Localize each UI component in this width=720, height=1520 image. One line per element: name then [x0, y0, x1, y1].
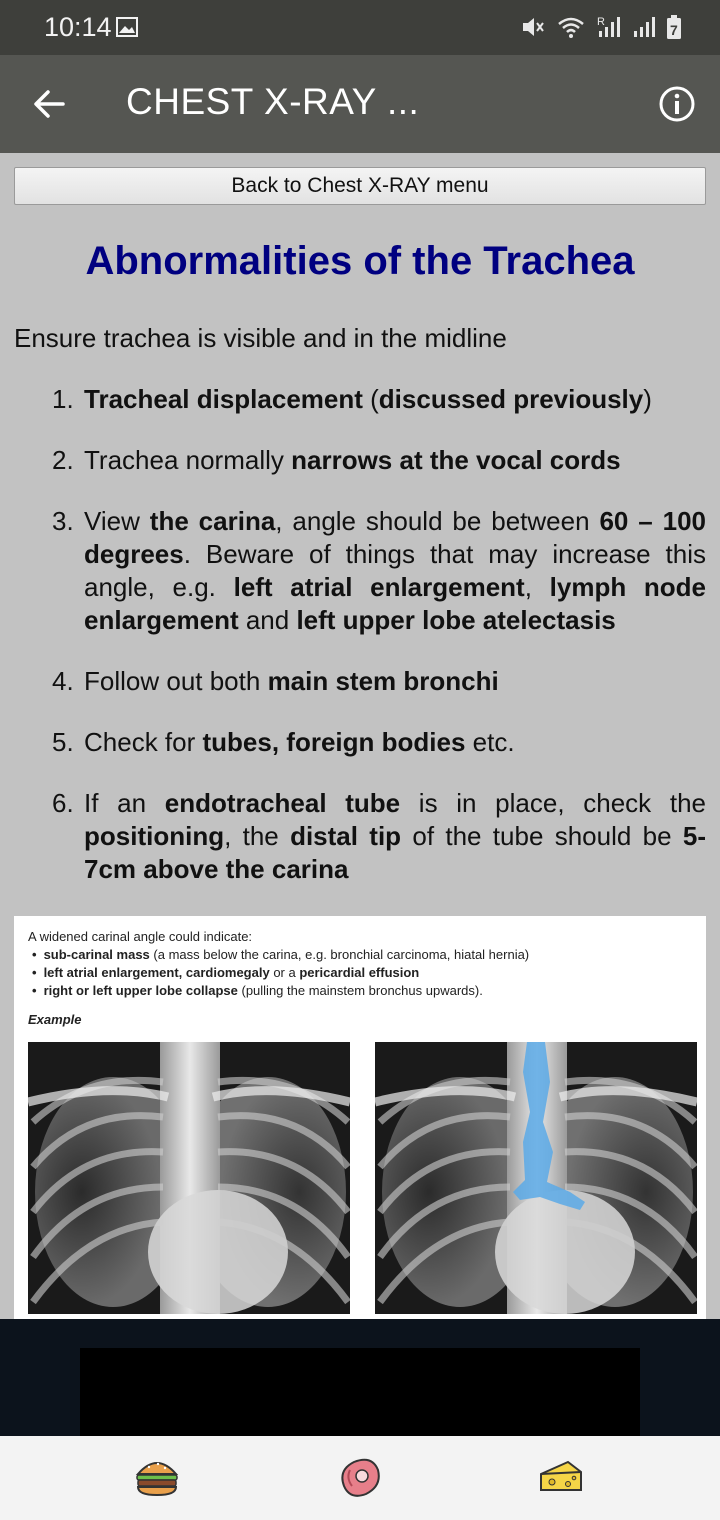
list-item-number: 6. [52, 788, 74, 818]
list-item-number: 3. [52, 506, 74, 536]
status-icons [520, 14, 682, 40]
intro-text: Ensure trachea is visible and in the midline [14, 323, 507, 353]
ad-area [0, 1319, 720, 1436]
signal-roaming-icon [596, 14, 622, 40]
chest-xray-highlighted-image [375, 1042, 697, 1314]
burger-icon[interactable] [134, 1456, 180, 1498]
figure-bullet: • right or left upper lobe collapse (pulling the mainstem bronchus upwards). [32, 982, 529, 1000]
example-label: Example [28, 1012, 82, 1027]
bottom-nav [0, 1436, 720, 1520]
status-time: 10:14 [44, 12, 112, 42]
list-item-number: 2. [52, 445, 74, 475]
app-title: CHEST X-RAY ... [126, 81, 420, 122]
list-item: 2. Trachea normally narrows at the vocal cords [52, 445, 621, 475]
list-item-number: 1. [52, 384, 74, 414]
signal-icon [632, 14, 656, 40]
meat-icon[interactable] [336, 1456, 382, 1498]
figure-caption: A widened carinal angle could indicate: [28, 929, 253, 944]
figure-caption-block [28, 928, 529, 1000]
image-notification-icon [116, 17, 138, 37]
svg-text:7: 7 [670, 22, 678, 38]
list-item-number: 5. [52, 727, 74, 757]
mute-icon [520, 14, 546, 40]
chest-xray-image [28, 1042, 350, 1314]
ad-banner[interactable] [80, 1348, 640, 1436]
app-bar [0, 55, 720, 153]
svg-text:R: R [597, 16, 605, 28]
figure-bullet: • left atrial enlargement, cardiomegaly or a pericardial effusion [32, 964, 529, 982]
page-content [0, 153, 720, 1319]
list-item: 3. View the carina, angle should be between 60 – 100 degrees. Beware of things that may increase this angle, e.g. left atrial enlargement, lymph node enlargement and left upper lobe atelectasis [52, 506, 706, 635]
battery-icon [666, 14, 682, 40]
list-item: 6. If an endotracheal tube is in place, check the positioning, the distal tip of the tube should be 5-7cm above the carina [52, 788, 706, 884]
list-item: 1. Tracheal displacement (discussed previously) [52, 384, 652, 414]
cheese-icon[interactable] [538, 1456, 584, 1498]
wifi-icon [556, 14, 586, 40]
figure-bullet: • sub-carinal mass (a mass below the carina, e.g. bronchial carcinoma, hiatal hernia) [32, 946, 529, 964]
back-to-menu-button[interactable]: Back to Chest X-RAY menu [14, 167, 706, 205]
list-item: 4. Follow out both main stem bronchi [52, 666, 499, 696]
info-icon[interactable] [658, 85, 696, 123]
list-item-number: 4. [52, 666, 74, 696]
carinal-angle-figure [14, 916, 706, 1319]
status-bar [0, 0, 720, 55]
list-item: 5. Check for tubes, foreign bodies etc. [52, 727, 515, 757]
back-arrow-icon[interactable] [30, 85, 68, 123]
page-heading: Abnormalities of the Trachea [85, 239, 635, 283]
checklist [52, 383, 706, 914]
